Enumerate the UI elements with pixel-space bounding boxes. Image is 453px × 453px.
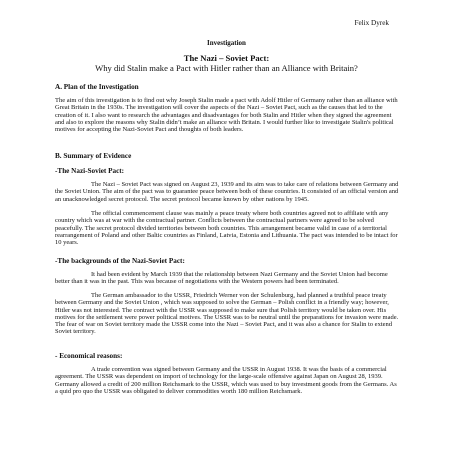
document-title: The Nazi – Soviet Pact: [183,53,270,63]
backgrounds-subheading: -The backgrounds of the Nazi-Soviet Pact: [55,257,185,265]
document-subtitle: Why did Stalin make a Pact with Hitler rather than an Alliance with Britain? [95,63,358,73]
section-a-paragraph: The aim of this investigation is to find out why Joseph Stalin made a pact with Adolf Hitler of Germany rather than an alliance with Great Britain in the 1930s. The investigation will cover the aspects of the Nazi – Soviet Pact, such as the causes that led to the creation of it. I also want to research the advantages and disadvantages for both Stalin and Hitler when they signed the agreement and also to explore the reasons why Stalin didn’t make an alliance with Britain. I would further like to investigate Stalin's political motives for accepting the Nazi-Soviet Pact and thoughts of both leaders. [55,97,398,134]
pact-paragraph-2: The official commencement clause was mainly a peace treaty where both countries agreed not to affiliate with any country which was at war with the contractual partner. Conflicts between the contractual partners were agreed to be solved peacefully. The secret protocol divided territories between both countries. This arrangement became valid in case of a territorial rearrangement of Poland and other Baltic countries as Finland, Latvia, Estonia and Lithuania. The pact was intended to be intact for 10 years. [55,210,398,247]
document-type-label: Investigation [207,39,246,47]
backgrounds-paragraph-1: It had been evident by March 1939 that the relationship between Nazi Germany and the Soviet Union had become better than it was in the past. This was because of negotiations with the Western powers had been terminated. [55,271,388,286]
pact-paragraph-1: The Nazi – Soviet Pact was signed on August 23, 1939 and its aim was to take care of relations between Germany and the Soviet Union. The aim of the pact was to guarantee peace between both of these countries. It consisted of an official version and an unacknowledged secret protocol. The secret protocol became known by other nations by 1945. [55,181,399,203]
economic-paragraph-1: A trade convention was signed between Germany and the USSR in August 1938. It was the basis of a commercial agreement. The USSR was dependent on import of technology for the large-scale offensive against Japan on August 28, 1939. Germany allowed a credit of 200 million Reichsmark to the USSR, which was used to buy investment goods from the Germans. As a quid pro quo the USSR was obligated to deliver commodities worth 180 million Reichsmark. [55,366,397,395]
pact-subheading: -The Nazi-Soviet Pact: [55,167,125,175]
author-name: Felix Dyrek [354,19,389,27]
backgrounds-paragraph-2: The German ambassador to the USSR, Friedrich Werner von der Schulenburg, had planned a truthful peace treaty between Germany and the Soviet Union , which was supposed to solve the German – Polish conflict in a friendly way; however, Hitler was not interested. The contract with the USSR was supposed to make sure that Polish territory would be taken over. His motives for the settlement were power political motives. The USSR was to be neutral until the preparations for invasion were made. The fear of war on Soviet territory made the USSR come into the Nazi – Soviet Pact, and it was also a chance for Stalin to extend Soviet territory. [55,292,399,336]
section-b-heading: B. Summary of Evidence [55,152,132,160]
economic-subheading: - Economical reasons: [55,352,123,360]
section-a-heading: A. Plan of the Investigation [55,83,139,91]
